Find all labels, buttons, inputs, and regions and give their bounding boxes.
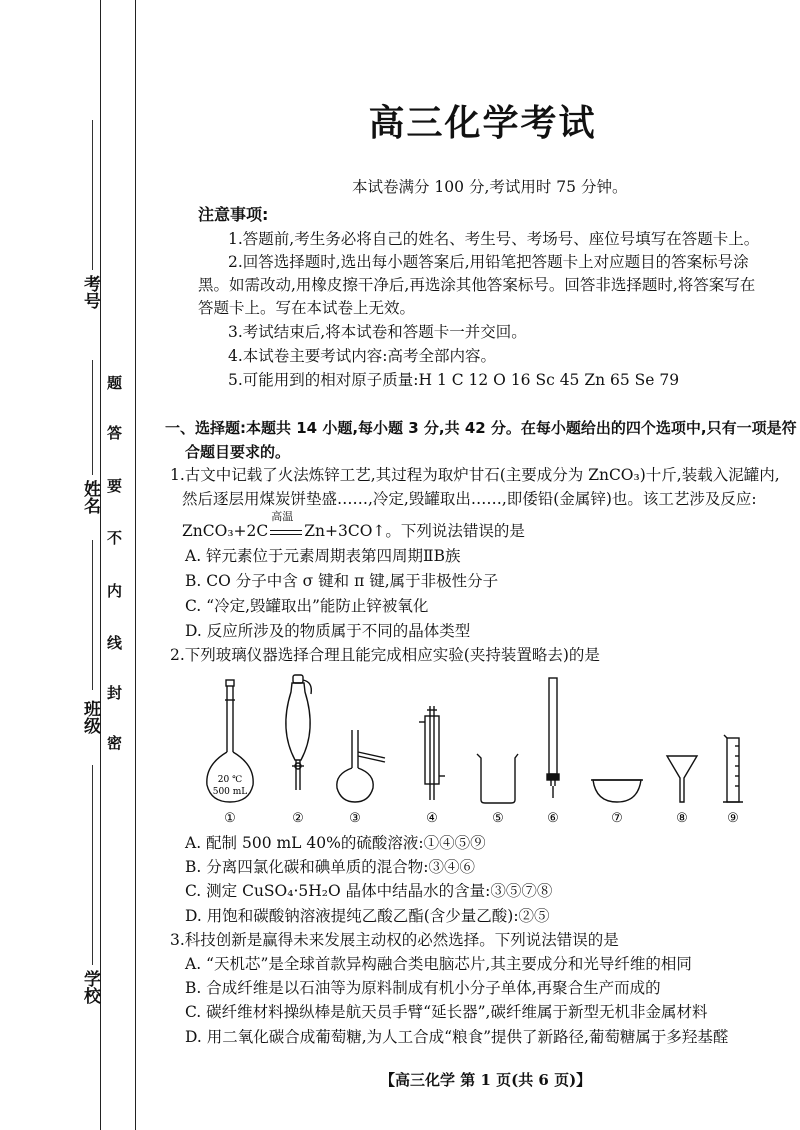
graduated-cylinder xyxy=(723,735,743,802)
exam-subtitle: 本试卷满分 100 分,考试用时 75 分钟。 xyxy=(352,178,628,196)
instrument-number: ⑤ xyxy=(492,811,504,826)
seal-char: 线 xyxy=(107,634,123,652)
xingming-blank xyxy=(92,360,93,475)
q3-stem: 3.科技创新是赢得未来发展主动权的必然选择。下列说法错误的是 xyxy=(170,931,619,949)
q1-equation xyxy=(182,510,525,541)
q1-stem: 1.古文中记载了火法炼锌工艺,其过程为取炉甘石(主要成分为 ZnCO₃)十斤,装载入泥罐内, xyxy=(170,466,780,484)
seal-char: 封 xyxy=(107,684,123,702)
kaohao-blank xyxy=(92,120,93,270)
kaohao-label: 考号 xyxy=(80,275,100,309)
glassware-figure xyxy=(195,670,765,830)
burette xyxy=(547,678,559,798)
instrument-number: ① xyxy=(224,811,236,826)
seal-char: 答 xyxy=(107,424,123,442)
instrument-number: ④ xyxy=(426,811,438,826)
page-footer: 【高三化学 第 1 页(共 6 页)】 xyxy=(380,1071,592,1089)
beaker xyxy=(477,754,518,803)
binding-line-right xyxy=(135,0,136,1130)
q2-option-c: C. 测定 CuSO₄·5H₂O 晶体中结晶水的含量:③⑤⑦⑧ xyxy=(185,882,553,900)
flask-volume-label: 500 mL xyxy=(212,787,248,797)
instrument-number: ② xyxy=(292,811,304,826)
eq-arrow xyxy=(268,510,304,541)
exam-title: 高三化学考试 xyxy=(368,103,597,144)
q2-option-b: B. 分离四氯化碳和碘单质的混合物:③④⑥ xyxy=(185,858,475,876)
eq-products: Zn+3CO↑。下列说法错误的是 xyxy=(304,522,525,540)
instrument-number: ③ xyxy=(349,811,361,826)
flask-temp-label: 20 ℃ xyxy=(217,775,243,785)
instrument-number: ⑥ xyxy=(547,811,559,826)
section-heading-cont: 合题目要求的。 xyxy=(185,443,291,461)
notice-item-1: 1.答题前,考生务必将自己的姓名、考生号、考场号、座位号填写在答题卡上。 xyxy=(228,230,760,248)
q1-option-c: C. “冷定,毁罐取出”能防止锌被氧化 xyxy=(185,597,429,615)
xingming-label: 姓名 xyxy=(80,480,100,514)
q3-option-b: B. 合成纤维是以石油等为原料制成有机小分子单体,再聚合生产而成的 xyxy=(185,979,661,997)
condenser xyxy=(419,706,445,800)
instrument-number: ⑨ xyxy=(727,811,739,826)
notice-heading: 注意事项: xyxy=(198,205,269,224)
instrument-number: ⑧ xyxy=(676,811,688,826)
banji-label: 班级 xyxy=(80,700,100,734)
seal-char: 不 xyxy=(107,529,123,547)
q3-option-d: D. 用二氧化碳合成葡萄糖,为人工合成“粮食”提供了新路径,葡萄糖属于多羟基醛 xyxy=(185,1028,729,1046)
q3-option-a: A. “天机芯”是全球首款异构融合类电脑芯片,其主要成分和光导纤维的相同 xyxy=(185,955,692,973)
section-heading: 一、选择题:本题共 14 小题,每小题 3 分,共 42 分。在每小题给出的四个选项中,只有一项是符 xyxy=(165,419,797,437)
xuexiao-label: 学校 xyxy=(80,970,100,1004)
instrument-number: ⑦ xyxy=(611,811,623,826)
banji-blank xyxy=(92,540,93,690)
binding-margin xyxy=(0,0,150,1130)
q1-option-b: B. CO 分子中含 σ 键和 π 键,属于非极性分子 xyxy=(185,572,499,590)
notice-item-2: 2.回答选择题时,选出每小题答案后,用铅笔把答题卡上对应题目的答案标号涂 xyxy=(228,253,749,271)
separatory-funnel xyxy=(286,675,311,790)
distillation-flask xyxy=(337,730,385,802)
q1-option-a: A. 锌元素位于元素周期表第四周期ⅡB族 xyxy=(185,547,461,565)
notice-item-2-cont: 黑。如需改动,用橡皮擦干净后,再选涂其他答案标号。回答非选择题时,将答案写在 xyxy=(198,276,756,294)
evaporating-dish xyxy=(591,780,643,802)
q2-option-d: D. 用饱和碳酸钠溶液提纯乙酸乙酯(含少量乙酸):②⑤ xyxy=(185,907,550,925)
q2-stem: 2.下列玻璃仪器选择合理且能完成相应实验(夹持装置略去)的是 xyxy=(170,646,600,664)
seal-char: 题 xyxy=(107,374,123,392)
q1-option-d: D. 反应所涉及的物质属于不同的晶体类型 xyxy=(185,622,471,640)
eq-reactants: ZnCO₃+2C xyxy=(182,522,269,540)
binding-line-left xyxy=(100,0,101,1130)
xuexiao-blank xyxy=(92,765,93,965)
seal-char: 内 xyxy=(107,582,123,600)
q2-option-a: A. 配制 500 mL 40%的硫酸溶液:①④⑤⑨ xyxy=(185,834,486,852)
seal-char: 密 xyxy=(107,734,123,752)
notice-item-4: 4.本试卷主要考试内容:高考全部内容。 xyxy=(228,347,497,365)
q1-stem-cont: 然后逐层用煤炭饼垫盛……,冷定,毁罐取出……,即倭铅(金属锌)也。该工艺涉及反应: xyxy=(182,490,757,508)
eq-condition: 高温 xyxy=(271,510,294,523)
q3-option-c: C. 碳纤维材料操纵棒是航天员手臂“延长器”,碳纤维属于新型无机非金属材料 xyxy=(185,1003,708,1021)
funnel xyxy=(667,756,697,802)
notice-item-2-cont: 答题卡上。写在本试卷上无效。 xyxy=(198,299,416,317)
seal-char: 要 xyxy=(107,477,123,495)
notice-item-3: 3.考试结束后,将本试卷和答题卡一并交回。 xyxy=(228,323,527,341)
notice-item-5: 5.可能用到的相对原子质量:H 1 C 12 O 16 Sc 45 Zn 65 Se 79 xyxy=(228,371,680,389)
